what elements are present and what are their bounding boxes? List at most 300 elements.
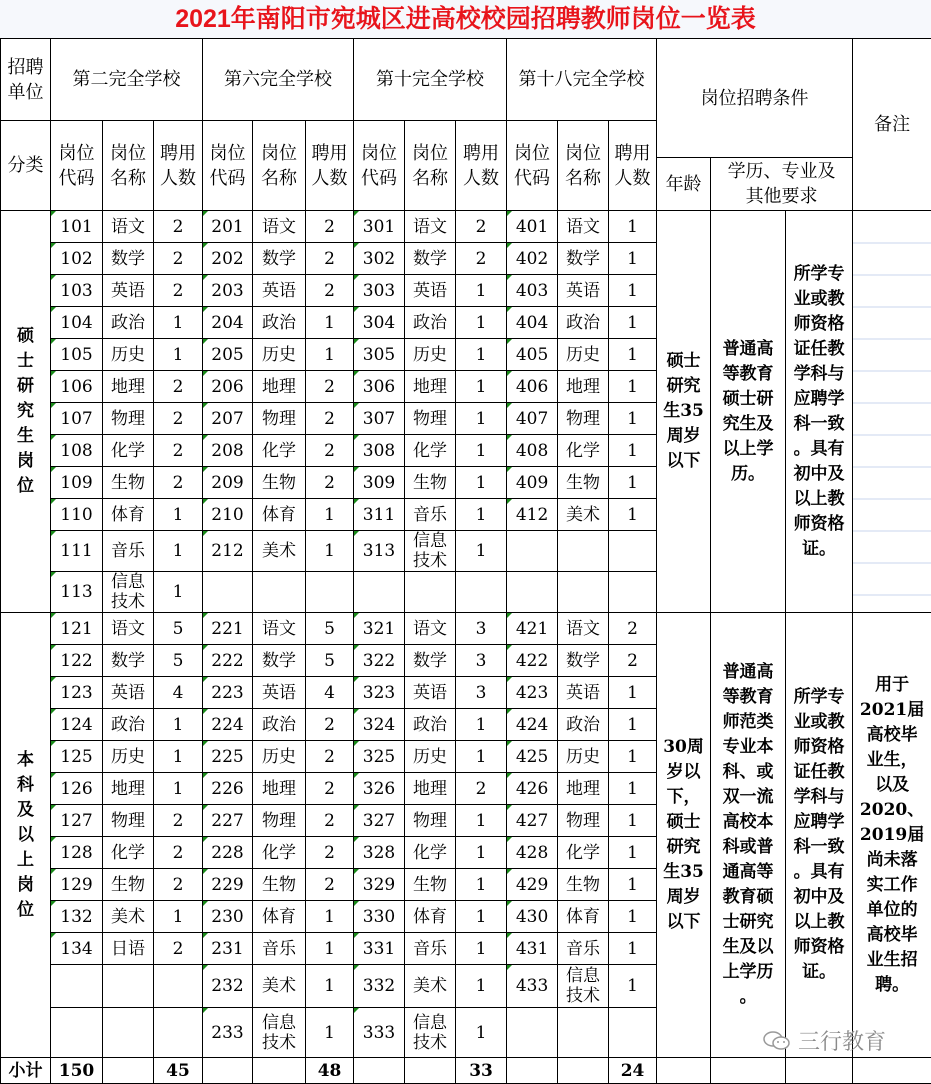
position-name: 体育 <box>253 499 306 531</box>
hire-count: 1 <box>306 965 354 1008</box>
hire-count: 1 <box>456 741 507 773</box>
position-code <box>51 965 103 1008</box>
position-name: 英语 <box>103 677 154 709</box>
position-code: 328 <box>354 837 405 869</box>
hire-count: 4 <box>306 677 354 709</box>
position-code: 226 <box>203 773 253 805</box>
code-header: 岗位 代码 <box>51 121 103 211</box>
subtotal-value: 33 <box>456 1058 507 1084</box>
position-code: 407 <box>507 403 558 435</box>
empty-cell <box>711 1058 786 1084</box>
position-code: 205 <box>203 339 253 371</box>
hire-count: 5 <box>306 645 354 677</box>
hire-count: 1 <box>456 339 507 371</box>
hire-count: 1 <box>154 709 203 741</box>
hire-count <box>154 1008 203 1058</box>
position-code: 105 <box>51 339 103 371</box>
position-code: 121 <box>51 613 103 645</box>
position-name: 政治 <box>405 709 456 741</box>
count-header: 聘用 人数 <box>306 121 354 211</box>
position-name: 数学 <box>253 645 306 677</box>
position-name: 地理 <box>405 371 456 403</box>
position-name: 信息 技术 <box>558 965 609 1008</box>
category-label: 本 科 及 以 上 岗 位 <box>1 613 51 1058</box>
hire-count: 1 <box>609 805 657 837</box>
hire-count: 1 <box>609 211 657 243</box>
empty-cell <box>853 1058 931 1084</box>
hire-count: 1 <box>609 403 657 435</box>
position-code: 421 <box>507 613 558 645</box>
position-code: 128 <box>51 837 103 869</box>
hire-count: 1 <box>609 773 657 805</box>
position-code: 404 <box>507 307 558 339</box>
hire-count: 1 <box>306 339 354 371</box>
position-code <box>507 1008 558 1058</box>
hire-count: 2 <box>154 805 203 837</box>
hire-count: 2 <box>154 371 203 403</box>
position-name: 音乐 <box>558 933 609 965</box>
position-code: 126 <box>51 773 103 805</box>
hire-count: 1 <box>456 1008 507 1058</box>
position-code: 104 <box>51 307 103 339</box>
hire-count: 1 <box>609 741 657 773</box>
position-code: 229 <box>203 869 253 901</box>
position-name: 化学 <box>405 435 456 467</box>
position-code <box>507 531 558 572</box>
subtotal-value: 48 <box>306 1058 354 1084</box>
position-name: 美术 <box>253 965 306 1008</box>
position-name: 化学 <box>558 435 609 467</box>
position-name: 历史 <box>103 339 154 371</box>
hire-count: 1 <box>456 837 507 869</box>
position-code: 321 <box>354 613 405 645</box>
subtotal-value <box>103 1058 154 1084</box>
position-name: 历史 <box>253 741 306 773</box>
major-requirement: 所学专 业或教 师资格 证任教 学科与 应聘学 科一致 。具有 初中及 以上教 师资格 证。 <box>786 613 853 1058</box>
hire-count: 2 <box>154 837 203 869</box>
position-name: 物理 <box>103 403 154 435</box>
position-name: 数学 <box>405 645 456 677</box>
position-code: 134 <box>51 933 103 965</box>
position-name: 地理 <box>253 371 306 403</box>
subtotal-value <box>253 1058 306 1084</box>
position-name: 地理 <box>103 371 154 403</box>
hire-count: 2 <box>306 805 354 837</box>
position-code: 422 <box>507 645 558 677</box>
position-name <box>558 572 609 613</box>
subtotal-value <box>558 1058 609 1084</box>
position-code: 125 <box>51 741 103 773</box>
position-code: 202 <box>203 243 253 275</box>
position-code: 201 <box>203 211 253 243</box>
position-code: 426 <box>507 773 558 805</box>
hire-count: 1 <box>609 933 657 965</box>
hire-count: 2 <box>154 243 203 275</box>
hire-count <box>154 965 203 1008</box>
position-code: 309 <box>354 467 405 499</box>
position-name: 数学 <box>558 645 609 677</box>
position-name: 音乐 <box>103 531 154 572</box>
hire-count: 2 <box>154 275 203 307</box>
position-name: 物理 <box>253 403 306 435</box>
note-cell: 用于 2021届 高校毕 业生， 以及 2020、 2019届 尚未落 实工作 单位的 高校毕 业生招 聘。 <box>853 613 931 1058</box>
position-name: 英语 <box>558 275 609 307</box>
education-requirement: 普通高 等教育 硕士研 究生及 以上学 历。 <box>711 211 786 613</box>
position-name: 数学 <box>103 243 154 275</box>
position-code: 208 <box>203 435 253 467</box>
hire-count: 1 <box>456 965 507 1008</box>
position-code: 304 <box>354 307 405 339</box>
hire-count: 1 <box>154 499 203 531</box>
position-name: 语文 <box>253 613 306 645</box>
hire-count: 1 <box>609 275 657 307</box>
count-header: 聘用 人数 <box>456 121 507 211</box>
position-code <box>203 572 253 613</box>
hire-count: 1 <box>609 243 657 275</box>
hire-count: 1 <box>306 901 354 933</box>
hire-count: 2 <box>306 275 354 307</box>
position-name: 生物 <box>558 467 609 499</box>
position-name: 日语 <box>103 933 154 965</box>
position-name: 英语 <box>103 275 154 307</box>
hire-count: 2 <box>306 869 354 901</box>
position-code: 203 <box>203 275 253 307</box>
hire-count: 5 <box>154 645 203 677</box>
position-name: 体育 <box>253 901 306 933</box>
hire-count: 1 <box>609 709 657 741</box>
position-name: 美术 <box>558 499 609 531</box>
hire-count <box>609 572 657 613</box>
category-label: 硕 士 研 究 生 岗 位 <box>1 211 51 613</box>
hire-count: 1 <box>609 371 657 403</box>
education-requirement: 普通高 等教育 师范类 专业本 科、或 双一流 高校本 科或普 通高等 教育硕 士研究 生及以 上学历 。 <box>711 613 786 1058</box>
hire-count <box>609 1008 657 1058</box>
subtotal-value <box>405 1058 456 1084</box>
position-code <box>51 1008 103 1058</box>
subtotal-value: 24 <box>609 1058 657 1084</box>
hire-count: 3 <box>456 613 507 645</box>
hire-count: 1 <box>456 933 507 965</box>
hire-count: 1 <box>154 339 203 371</box>
position-name: 生物 <box>253 467 306 499</box>
position-name: 地理 <box>103 773 154 805</box>
position-code: 330 <box>354 901 405 933</box>
position-name: 历史 <box>103 741 154 773</box>
hire-count: 2 <box>306 467 354 499</box>
note-cell <box>853 211 931 613</box>
position-name: 历史 <box>558 339 609 371</box>
hire-count: 1 <box>456 371 507 403</box>
position-code: 406 <box>507 371 558 403</box>
hire-count: 1 <box>609 339 657 371</box>
hire-count: 2 <box>306 243 354 275</box>
position-code: 332 <box>354 965 405 1008</box>
watermark-logo <box>762 1025 886 1056</box>
position-code: 232 <box>203 965 253 1008</box>
position-code: 204 <box>203 307 253 339</box>
page-title: 2021年南阳市宛城区进高校校园招聘教师岗位一览表 <box>0 0 931 39</box>
position-name: 音乐 <box>405 933 456 965</box>
subtotal-row <box>1 1058 931 1084</box>
hire-count: 2 <box>609 645 657 677</box>
position-code <box>354 572 405 613</box>
hire-count: 1 <box>456 275 507 307</box>
position-code: 423 <box>507 677 558 709</box>
position-code: 301 <box>354 211 405 243</box>
position-code: 412 <box>507 499 558 531</box>
recruitment-table <box>0 38 931 1084</box>
hire-count: 1 <box>609 869 657 901</box>
hire-count: 2 <box>306 403 354 435</box>
hire-count: 2 <box>154 211 203 243</box>
subtotal-value <box>203 1058 253 1084</box>
position-code: 322 <box>354 645 405 677</box>
watermark-text: 三行教育 <box>798 1025 886 1056</box>
position-name: 英语 <box>253 677 306 709</box>
subtotal-value: 45 <box>154 1058 203 1084</box>
position-name: 数学 <box>558 243 609 275</box>
position-code: 224 <box>203 709 253 741</box>
position-code: 122 <box>51 645 103 677</box>
hire-count: 1 <box>306 933 354 965</box>
position-code: 207 <box>203 403 253 435</box>
position-code: 409 <box>507 467 558 499</box>
position-name: 数学 <box>103 645 154 677</box>
hire-count: 2 <box>154 467 203 499</box>
hire-count: 2 <box>306 435 354 467</box>
position-name: 地理 <box>253 773 306 805</box>
hire-count <box>456 572 507 613</box>
wechat-icon <box>762 1029 792 1053</box>
position-code: 233 <box>203 1008 253 1058</box>
hire-count: 1 <box>306 307 354 339</box>
position-code: 430 <box>507 901 558 933</box>
position-code: 303 <box>354 275 405 307</box>
position-name: 历史 <box>558 741 609 773</box>
hire-count: 3 <box>456 677 507 709</box>
position-name: 语文 <box>405 211 456 243</box>
position-code: 313 <box>354 531 405 572</box>
hire-count: 1 <box>609 307 657 339</box>
education-header: 学历、专业及 其他要求 <box>711 158 853 211</box>
position-name: 化学 <box>103 837 154 869</box>
position-code: 227 <box>203 805 253 837</box>
hire-count: 2 <box>306 837 354 869</box>
hire-count: 1 <box>154 773 203 805</box>
hire-count: 2 <box>306 371 354 403</box>
school-header: 第十八完全学校 <box>507 39 657 121</box>
position-code: 111 <box>51 531 103 572</box>
position-code: 333 <box>354 1008 405 1058</box>
position-code: 225 <box>203 741 253 773</box>
position-code: 327 <box>354 805 405 837</box>
hire-count: 1 <box>609 677 657 709</box>
position-code: 329 <box>354 869 405 901</box>
school-header: 第十完全学校 <box>354 39 507 121</box>
position-code: 311 <box>354 499 405 531</box>
note-header: 备注 <box>853 39 931 211</box>
position-name: 音乐 <box>405 499 456 531</box>
position-code: 401 <box>507 211 558 243</box>
name-header: 岗位 名称 <box>558 121 609 211</box>
position-name: 体育 <box>405 901 456 933</box>
position-code: 110 <box>51 499 103 531</box>
position-name: 美术 <box>405 965 456 1008</box>
position-name <box>405 572 456 613</box>
position-code: 221 <box>203 613 253 645</box>
position-name: 物理 <box>558 403 609 435</box>
code-header: 岗位 代码 <box>507 121 558 211</box>
position-code: 228 <box>203 837 253 869</box>
unit-header: 招聘 单位 <box>1 39 51 121</box>
hire-count: 1 <box>456 709 507 741</box>
position-name: 政治 <box>103 307 154 339</box>
position-name: 物理 <box>558 805 609 837</box>
position-name: 物理 <box>405 403 456 435</box>
position-name: 英语 <box>253 275 306 307</box>
position-name: 政治 <box>558 709 609 741</box>
table-row <box>1 613 931 645</box>
hire-count: 1 <box>456 307 507 339</box>
position-code: 433 <box>507 965 558 1008</box>
position-name: 生物 <box>103 467 154 499</box>
position-name: 政治 <box>558 307 609 339</box>
position-code: 103 <box>51 275 103 307</box>
position-name <box>103 965 154 1008</box>
position-code: 424 <box>507 709 558 741</box>
hire-count: 5 <box>306 613 354 645</box>
school-header: 第六完全学校 <box>203 39 354 121</box>
position-code: 308 <box>354 435 405 467</box>
count-header: 聘用 人数 <box>609 121 657 211</box>
name-header: 岗位 名称 <box>253 121 306 211</box>
school-header: 第二完全学校 <box>51 39 203 121</box>
subtotal-label: 小计 <box>1 1058 51 1084</box>
position-name: 语文 <box>253 211 306 243</box>
table-row <box>1 211 931 243</box>
hire-count: 1 <box>456 805 507 837</box>
position-name: 化学 <box>103 435 154 467</box>
position-name: 政治 <box>103 709 154 741</box>
position-name: 信息 技术 <box>103 572 154 613</box>
position-name: 语文 <box>558 613 609 645</box>
hire-count: 1 <box>456 869 507 901</box>
position-name: 生物 <box>405 467 456 499</box>
hire-count: 2 <box>609 613 657 645</box>
hire-count: 1 <box>456 403 507 435</box>
position-name: 化学 <box>253 837 306 869</box>
hire-count <box>609 531 657 572</box>
position-code: 212 <box>203 531 253 572</box>
position-code: 307 <box>354 403 405 435</box>
hire-count: 1 <box>609 965 657 1008</box>
hire-count: 1 <box>456 531 507 572</box>
position-code: 331 <box>354 933 405 965</box>
hire-count: 1 <box>609 467 657 499</box>
position-code: 206 <box>203 371 253 403</box>
position-name: 信息 技术 <box>253 1008 306 1058</box>
hire-count: 2 <box>456 773 507 805</box>
position-code <box>507 572 558 613</box>
position-name: 物理 <box>103 805 154 837</box>
position-name: 美术 <box>103 901 154 933</box>
hire-count: 1 <box>456 467 507 499</box>
position-code: 428 <box>507 837 558 869</box>
position-name: 地理 <box>558 773 609 805</box>
position-code: 427 <box>507 805 558 837</box>
hire-count: 5 <box>154 613 203 645</box>
conditions-header: 岗位招聘条件 <box>657 39 853 158</box>
hire-count: 2 <box>154 869 203 901</box>
hire-count <box>306 572 354 613</box>
subtotal-value: 150 <box>51 1058 103 1084</box>
position-code: 209 <box>203 467 253 499</box>
hire-count: 1 <box>609 901 657 933</box>
position-name: 英语 <box>405 677 456 709</box>
empty-cell <box>786 1058 853 1084</box>
hire-count: 2 <box>306 773 354 805</box>
position-name: 美术 <box>253 531 306 572</box>
code-header: 岗位 代码 <box>203 121 253 211</box>
position-code: 231 <box>203 933 253 965</box>
hire-count: 2 <box>154 403 203 435</box>
hire-count: 2 <box>154 435 203 467</box>
position-code: 302 <box>354 243 405 275</box>
hire-count: 1 <box>154 531 203 572</box>
category-header: 分类 <box>1 121 51 211</box>
position-code: 109 <box>51 467 103 499</box>
position-name: 英语 <box>405 275 456 307</box>
position-name: 生物 <box>558 869 609 901</box>
position-name: 语文 <box>103 211 154 243</box>
hire-count: 3 <box>456 645 507 677</box>
hire-count: 1 <box>609 499 657 531</box>
position-name: 信息 技术 <box>405 1008 456 1058</box>
hire-count: 1 <box>154 572 203 613</box>
position-name: 信息 技术 <box>405 531 456 572</box>
position-code: 425 <box>507 741 558 773</box>
position-name: 地理 <box>558 371 609 403</box>
position-code: 113 <box>51 572 103 613</box>
empty-cell <box>657 1058 711 1084</box>
position-code: 108 <box>51 435 103 467</box>
hire-count: 2 <box>154 933 203 965</box>
position-name: 语文 <box>103 613 154 645</box>
hire-count: 2 <box>456 211 507 243</box>
hire-count: 1 <box>609 435 657 467</box>
position-code: 223 <box>203 677 253 709</box>
subtotal-value <box>507 1058 558 1084</box>
position-name: 物理 <box>405 805 456 837</box>
position-code: 106 <box>51 371 103 403</box>
position-code: 403 <box>507 275 558 307</box>
position-name <box>103 1008 154 1058</box>
position-name: 历史 <box>405 339 456 371</box>
position-name: 化学 <box>558 837 609 869</box>
position-name: 数学 <box>405 243 456 275</box>
age-header: 年龄 <box>657 158 711 211</box>
hire-count: 2 <box>306 211 354 243</box>
hire-count: 1 <box>154 741 203 773</box>
hire-count: 1 <box>306 531 354 572</box>
position-code: 101 <box>51 211 103 243</box>
position-name: 历史 <box>405 741 456 773</box>
position-name: 化学 <box>253 435 306 467</box>
hire-count: 1 <box>154 901 203 933</box>
position-code: 124 <box>51 709 103 741</box>
position-code: 222 <box>203 645 253 677</box>
code-header: 岗位 代码 <box>354 121 405 211</box>
